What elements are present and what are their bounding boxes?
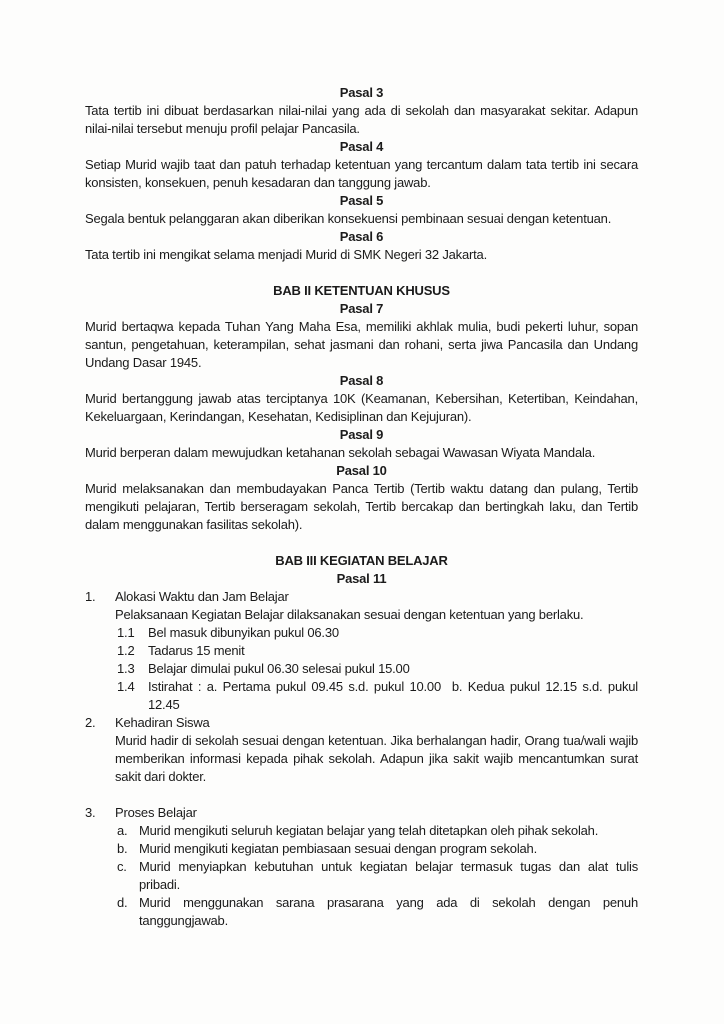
blank-line [85, 786, 638, 804]
sub-list-item [117, 624, 638, 642]
alpha-list-item-number: b. [117, 841, 128, 856]
article-heading: Pasal 7 [339, 301, 384, 316]
article-heading: Pasal 6 [339, 229, 384, 244]
paragraph: Murid melaksanakan dan membudayakan Panca Tertib (Tertib waktu datang dan pulang, Tertib mengikuti pelajaran, Tertib berseragam sekolah, Tertib bercakap dan bertingkah laku, dan Tertib dalam menggunakan fasilitas sekolah). [85, 481, 638, 532]
paragraph: Tata tertib ini mengikat selama menjadi Murid di SMK Negeri 32 Jakarta. [85, 247, 487, 262]
article-heading: Pasal 4 [339, 139, 384, 154]
alpha-list-item-text: Murid menggunakan sarana prasarana yang ada di sekolah dengan penuh tanggungjawab. [139, 895, 638, 928]
list-item [85, 588, 638, 624]
document-content [85, 84, 638, 930]
alpha-list-item-text: Murid menyiapkan kebutuhan untuk kegiatan belajar termasuk tugas dan alat tulis pribadi. [139, 859, 638, 892]
paragraph: Murid bertanggung jawab atas terciptanya 10K (Keamanan, Kebersihan, Ketertiban, Keindahan, Kekeluargaan, Kerindangan, Kesehatan, Kedisiplinan dan Kejujuran). [85, 391, 638, 424]
article-heading: Pasal 8 [339, 373, 384, 388]
list-item-body: Murid hadir di sekolah sesuai dengan ketentuan. Jika berhalangan hadir, Orang tua/wali wajib memberikan informasi kepada pihak sekolah. Adapun jika sakit wajib mencantumkan surat sakit dari dokter. [115, 733, 638, 784]
list-item-row [85, 804, 638, 822]
sub-list-item-text: Belajar dimulai pukul 06.30 selesai pukul 15.00 [148, 661, 410, 676]
alpha-list-item-number: a. [117, 823, 128, 838]
alpha-list-item-text: Murid mengikuti seluruh kegiatan belajar yang telah ditetapkan oleh pihak sekolah. [139, 823, 599, 838]
alpha-list-item-number: c. [117, 859, 127, 874]
list-item-title: Alokasi Waktu dan Jam Belajar [115, 589, 289, 604]
list-item-row [85, 714, 638, 732]
list-item-number: 3. [85, 805, 96, 820]
alpha-list-item [117, 840, 638, 858]
article-heading: Pasal 3 [339, 85, 384, 100]
alpha-list-item-text: Murid mengikuti kegiatan pembiasaan sesuai dengan program sekolah. [139, 841, 537, 856]
list-item-body: Pelaksanaan Kegiatan Belajar dilaksanakan sesuai dengan ketentuan yang berlaku. [115, 607, 584, 622]
alpha-list-item-number: d. [117, 895, 128, 910]
sub-list-item [117, 678, 638, 714]
sub-list-item [117, 642, 638, 660]
list-item [85, 804, 638, 822]
sub-list-item-number: 1.2 [117, 643, 135, 658]
list-item-number: 1. [85, 589, 96, 604]
sub-list-item-number: 1.4 [117, 679, 135, 694]
chapter-heading: BAB III KEGIATAN BELAJAR [275, 553, 448, 568]
paragraph: Murid berperan dalam mewujudkan ketahanan sekolah sebagai Wawasan Wiyata Mandala. [85, 445, 596, 460]
sub-list-item-text: Bel masuk dibunyikan pukul 06.30 [148, 625, 339, 640]
list-item-title: Kehadiran Siswa [115, 715, 210, 730]
paragraph: Murid bertaqwa kepada Tuhan Yang Maha Esa, memiliki akhlak mulia, budi pekerti luhur, sopan santun, pengetahuan, keterampilan, sehat jasmani dan rohani, serta jiwa Pancasila dan Undang Undang Dasar 1945. [85, 319, 638, 370]
alpha-list-item [117, 822, 638, 840]
alpha-list-item [117, 894, 638, 930]
blank-line [85, 534, 638, 552]
list-item-title: Proses Belajar [115, 805, 197, 820]
article-heading: Pasal 5 [339, 193, 384, 208]
blank-line [85, 264, 638, 282]
paragraph: Tata tertib ini dibuat berdasarkan nilai-nilai yang ada di sekolah dan masyarakat sekitar. Adapun nilai-nilai tersebut menuju profil pelajar Pancasila. [85, 103, 638, 136]
paragraph: Segala bentuk pelanggaran akan diberikan konsekuensi pembinaan sesuai dengan ketentuan. [85, 211, 612, 226]
sub-list-item-text: Istirahat : a. Pertama pukul 09.45 s.d. pukul 10.00 b. Kedua pukul 12.15 s.d. pukul 12.45 [148, 679, 638, 712]
article-heading: Pasal 11 [336, 571, 387, 586]
article-heading: Pasal 10 [336, 463, 387, 478]
list-item [85, 714, 638, 786]
article-heading: Pasal 9 [339, 427, 384, 442]
alpha-list-item [117, 858, 638, 894]
list-item-row [85, 588, 638, 606]
sub-list-item-number: 1.1 [117, 625, 135, 640]
sub-list-item [117, 660, 638, 678]
paragraph: Setiap Murid wajib taat dan patuh terhadap ketentuan yang tercantum dalam tata tertib ini secara konsisten, konsekuen, penuh kesadaran dan tanggung jawab. [85, 157, 638, 190]
sub-list-item-number: 1.3 [117, 661, 135, 676]
chapter-heading: BAB II KETENTUAN KHUSUS [273, 283, 450, 298]
list-item-number: 2. [85, 715, 96, 730]
sub-list-item-text: Tadarus 15 menit [148, 643, 245, 658]
